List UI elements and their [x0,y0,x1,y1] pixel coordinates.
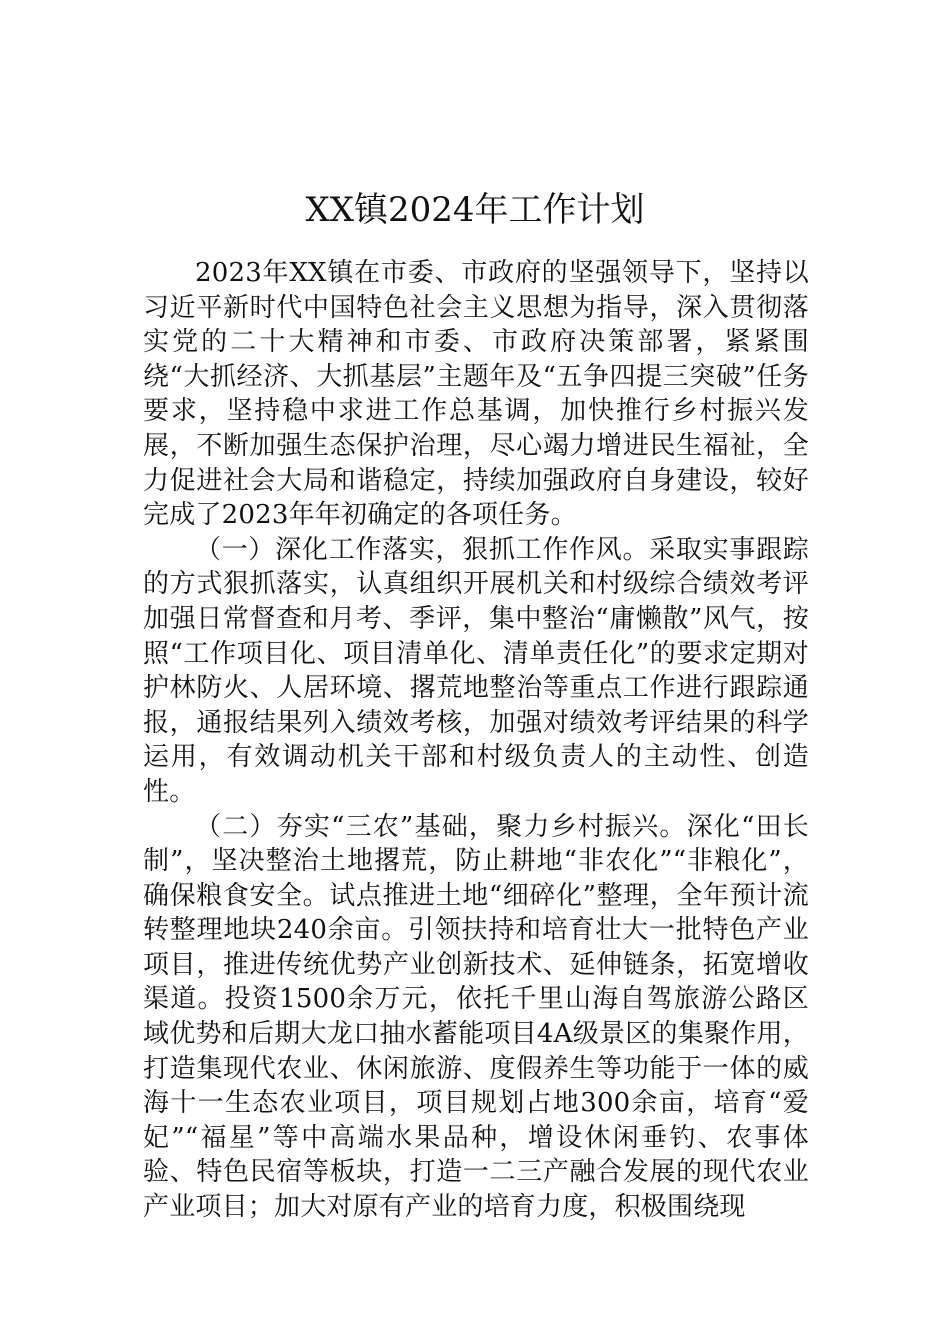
document-title: XX镇2024年工作计划 [305,189,645,230]
document-body [143,256,809,1225]
paragraph-section-2: （二）夯实“三农”基础，聚力乡村振兴。深化“田长制”，坚决整治土地撂荒，防止耕地“非农化”“非粮化”，确保粮食安全。试点推进土地“细碎化”整理，全年预计流转整理地块240余亩。引领扶持和培育壮大一批特色产业项目，推进传统优势产业创新技术、延伸链条，拓宽增收渠道。投资1500余万元，依托千里山海自驾旅游公路区域优势和后期大龙口抽水蓄能项目4A级景区的集聚作用，打造集现代农业、休闲旅游、度假养生等功能于一体的威海十一生态农业项目，项目规划占地300余亩，培育“爱妃”“福星”等中高端水果品种，增设休闲垂钓、农事体验、特色民宿等板块，打造一二三产融合发展的现代农业产业项目；加大对原有产业的培育力度，积极围绕现 [143,811,809,1223]
paragraph-section-1: （一）深化工作落实，狠抓工作作风。采取实事跟踪的方式狠抓落实，认真组织开展机关和村级综合绩效考评加强日常督查和月考、季评，集中整治“庸懒散”风气，按照“工作项目化、项目清单化、清单责任化”的要求定期对护林防火、人居环境、撂荒地整治等重点工作进行跟踪通报，通报结果列入绩效考核，加强对绩效考评结果的科学运用，有效调动机关干部和村级负责人的主动性、创造性。 [143,534,809,807]
paragraph-intro: 2023年XX镇在市委、市政府的坚强领导下，坚持以习近平新时代中国特色社会主义思想为指导，深入贯彻落实党的二十大精神和市委、市政府决策部署，紧紧围绕“大抓经济、大抓基层”主题年及“五争四提三突破”任务要求，坚持稳中求进工作总基调，加快推行乡村振兴发展，不断加强生态保护治理，尽心竭力增进民生福祉，全力促进社会大局和谐稳定，持续加强政府自身建设，较好完成了2023年年初确定的各项任务。 [143,258,809,531]
